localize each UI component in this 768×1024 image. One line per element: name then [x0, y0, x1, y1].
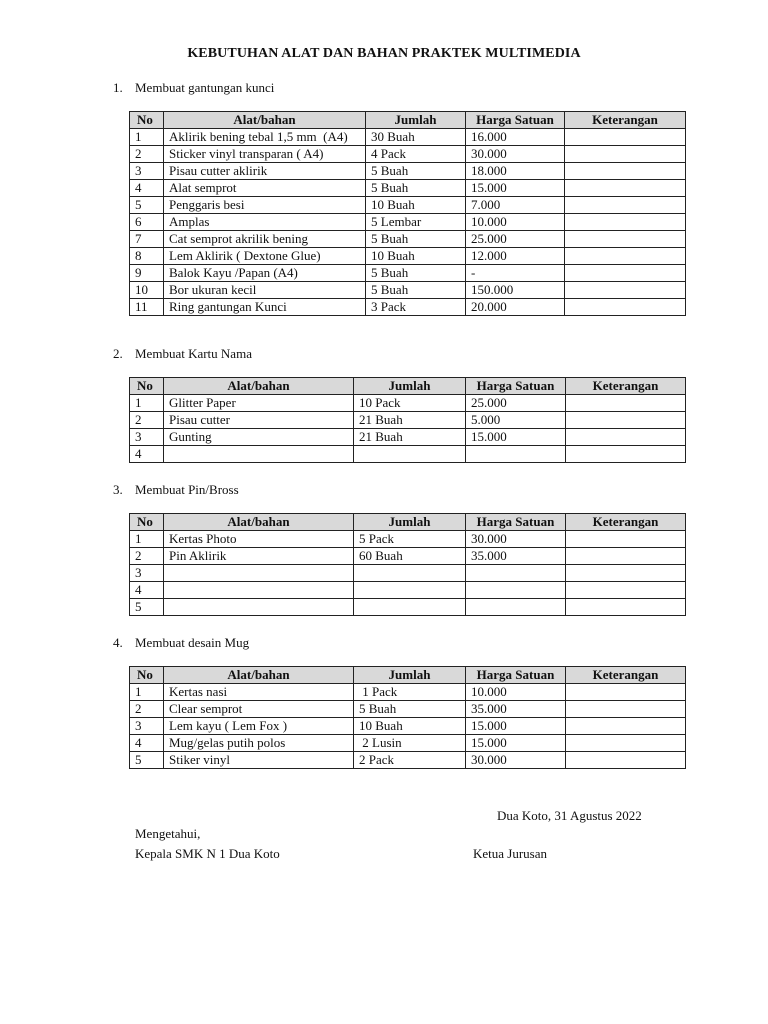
- table-row: [130, 395, 686, 412]
- cell-quantity: 5 Pack: [354, 531, 466, 548]
- header-remarks: Keterangan: [565, 112, 686, 129]
- cell-no: 7: [130, 231, 164, 248]
- header-remarks: Keterangan: [566, 378, 686, 395]
- table-row: [130, 299, 686, 316]
- cell-quantity: [354, 582, 466, 599]
- cell-unit-price: 5.000: [466, 412, 566, 429]
- cell-item: Kertas Photo: [164, 531, 354, 548]
- cell-unit-price: 12.000: [466, 248, 565, 265]
- cell-unit-price: 18.000: [466, 163, 565, 180]
- cell-item: Aklirik bening tebal 1,5 mm (A4): [164, 129, 366, 146]
- cell-remarks: [566, 548, 686, 565]
- table-row: [130, 582, 686, 599]
- table-row: [130, 565, 686, 582]
- header-quantity: Jumlah: [354, 378, 466, 395]
- table-row: [130, 197, 686, 214]
- place-date: Dua Koto, 31 Agustus 2022: [497, 808, 642, 823]
- cell-remarks: [565, 146, 686, 163]
- table-header-row: [130, 378, 686, 395]
- cell-unit-price: 10.000: [466, 684, 566, 701]
- cell-unit-price: 35.000: [466, 701, 566, 718]
- section-number: 2.: [113, 346, 123, 361]
- cell-remarks: [565, 282, 686, 299]
- cell-remarks: [566, 752, 686, 769]
- table-row: [130, 735, 686, 752]
- header-quantity: Jumlah: [354, 514, 466, 531]
- cell-no: 10: [130, 282, 164, 299]
- cell-no: 5: [130, 599, 164, 616]
- cell-unit-price: [466, 599, 566, 616]
- table-row: [130, 718, 686, 735]
- cell-unit-price: 150.000: [466, 282, 565, 299]
- table-row: [130, 214, 686, 231]
- header-no: No: [130, 667, 164, 684]
- cell-no: 4: [130, 735, 164, 752]
- cell-unit-price: 20.000: [466, 299, 565, 316]
- section-heading: [113, 80, 274, 96]
- cell-item: Pisau cutter: [164, 412, 354, 429]
- cell-unit-price: 10.000: [466, 214, 565, 231]
- cell-no: 3: [130, 163, 164, 180]
- cell-unit-price: -: [466, 265, 565, 282]
- cell-item: Cat semprot akrilik bening: [164, 231, 366, 248]
- cell-remarks: [565, 129, 686, 146]
- cell-remarks: [565, 265, 686, 282]
- table-row: [130, 146, 686, 163]
- table-row: [130, 163, 686, 180]
- cell-unit-price: 15.000: [466, 718, 566, 735]
- cell-unit-price: 30.000: [466, 531, 566, 548]
- cell-remarks: [566, 599, 686, 616]
- cell-quantity: 5 Buah: [366, 282, 466, 299]
- cell-no: 5: [130, 197, 164, 214]
- header-no: No: [130, 378, 164, 395]
- cell-unit-price: 25.000: [466, 231, 565, 248]
- cell-unit-price: [466, 446, 566, 463]
- items-table: [129, 513, 686, 616]
- section-title: Membuat Pin/Bross: [135, 482, 239, 497]
- cell-remarks: [566, 531, 686, 548]
- items-table: [129, 666, 686, 769]
- section-number: 1.: [113, 80, 123, 95]
- cell-remarks: [566, 446, 686, 463]
- header-no: No: [130, 112, 164, 129]
- cell-no: 1: [130, 684, 164, 701]
- table-row: [130, 412, 686, 429]
- header-item: Alat/bahan: [164, 514, 354, 531]
- cell-unit-price: 35.000: [466, 548, 566, 565]
- header-remarks: Keterangan: [566, 514, 686, 531]
- cell-item: Sticker vinyl transparan ( A4): [164, 146, 366, 163]
- cell-unit-price: 25.000: [466, 395, 566, 412]
- cell-remarks: [565, 299, 686, 316]
- cell-no: 2: [130, 548, 164, 565]
- table-row: [130, 701, 686, 718]
- table-header-row: [130, 667, 686, 684]
- cell-no: 3: [130, 718, 164, 735]
- cell-no: 11: [130, 299, 164, 316]
- cell-quantity: 60 Buah: [354, 548, 466, 565]
- header-unit-price: Harga Satuan: [466, 378, 566, 395]
- cell-item: [164, 582, 354, 599]
- cell-item: [164, 599, 354, 616]
- cell-unit-price: 7.000: [466, 197, 565, 214]
- cell-item: Bor ukuran kecil: [164, 282, 366, 299]
- table-header-row: [130, 514, 686, 531]
- principal-title: Kepala SMK N 1 Dua Koto: [135, 846, 280, 861]
- cell-quantity: [354, 599, 466, 616]
- cell-item: Balok Kayu /Papan (A4): [164, 265, 366, 282]
- cell-quantity: 2 Pack: [354, 752, 466, 769]
- cell-unit-price: 15.000: [466, 180, 565, 197]
- table-row: [130, 446, 686, 463]
- cell-remarks: [566, 718, 686, 735]
- table-header-row: [130, 112, 686, 129]
- cell-no: 2: [130, 701, 164, 718]
- cell-remarks: [565, 180, 686, 197]
- cell-quantity: 10 Buah: [366, 197, 466, 214]
- cell-item: Mug/gelas putih polos: [164, 735, 354, 752]
- table-row: [130, 599, 686, 616]
- cell-item: Penggaris besi: [164, 197, 366, 214]
- cell-quantity: 21 Buah: [354, 429, 466, 446]
- cell-quantity: 10 Pack: [354, 395, 466, 412]
- cell-quantity: 5 Lembar: [366, 214, 466, 231]
- cell-unit-price: 16.000: [466, 129, 565, 146]
- cell-remarks: [565, 231, 686, 248]
- cell-remarks: [565, 248, 686, 265]
- header-quantity: Jumlah: [354, 667, 466, 684]
- section-heading: [113, 482, 239, 498]
- table-row: [130, 548, 686, 565]
- table-row: [130, 265, 686, 282]
- table-row: [130, 752, 686, 769]
- header-unit-price: Harga Satuan: [466, 514, 566, 531]
- cell-unit-price: 15.000: [466, 735, 566, 752]
- cell-no: 4: [130, 582, 164, 599]
- cell-remarks: [566, 701, 686, 718]
- cell-quantity: 5 Buah: [366, 231, 466, 248]
- cell-remarks: [566, 395, 686, 412]
- section-number: 4.: [113, 635, 123, 650]
- cell-quantity: [354, 565, 466, 582]
- section-heading: [113, 635, 249, 651]
- section-title: Membuat gantungan kunci: [135, 80, 275, 95]
- cell-quantity: 5 Buah: [366, 163, 466, 180]
- cell-remarks: [566, 565, 686, 582]
- cell-remarks: [565, 214, 686, 231]
- cell-no: 3: [130, 429, 164, 446]
- cell-quantity: 10 Buah: [354, 718, 466, 735]
- cell-quantity: 5 Buah: [366, 265, 466, 282]
- cell-quantity: 21 Buah: [354, 412, 466, 429]
- cell-item: Lem kayu ( Lem Fox ): [164, 718, 354, 735]
- cell-unit-price: [466, 582, 566, 599]
- cell-item: Clear semprot: [164, 701, 354, 718]
- cell-item: Pisau cutter aklirik: [164, 163, 366, 180]
- header-item: Alat/bahan: [164, 112, 366, 129]
- table-row: [130, 231, 686, 248]
- cell-remarks: [566, 582, 686, 599]
- cell-quantity: 30 Buah: [366, 129, 466, 146]
- cell-item: Glitter Paper: [164, 395, 354, 412]
- cell-item: Ring gantungan Kunci: [164, 299, 366, 316]
- cell-item: Stiker vinyl: [164, 752, 354, 769]
- cell-quantity: 5 Buah: [354, 701, 466, 718]
- cell-quantity: [354, 446, 466, 463]
- cell-item: Gunting: [164, 429, 354, 446]
- cell-no: 1: [130, 531, 164, 548]
- cell-quantity: 4 Pack: [366, 146, 466, 163]
- cell-no: 4: [130, 180, 164, 197]
- cell-remarks: [566, 412, 686, 429]
- table-row: [130, 248, 686, 265]
- items-table: [129, 377, 686, 463]
- header-item: Alat/bahan: [164, 378, 354, 395]
- cell-item: Alat semprot: [164, 180, 366, 197]
- header-quantity: Jumlah: [366, 112, 466, 129]
- cell-unit-price: 30.000: [466, 752, 566, 769]
- cell-item: Lem Aklirik ( Dextone Glue): [164, 248, 366, 265]
- cell-quantity: 1 Pack: [354, 684, 466, 701]
- table-row: [130, 684, 686, 701]
- header-item: Alat/bahan: [164, 667, 354, 684]
- section-heading: [113, 346, 252, 362]
- cell-no: 2: [130, 146, 164, 163]
- cell-item: Kertas nasi: [164, 684, 354, 701]
- table-row: [130, 180, 686, 197]
- cell-remarks: [566, 429, 686, 446]
- cell-remarks: [565, 197, 686, 214]
- section-title: Membuat desain Mug: [135, 635, 250, 650]
- document-title: KEBUTUHAN ALAT DAN BAHAN PRAKTEK MULTIMEDIA: [187, 46, 581, 61]
- cell-remarks: [566, 684, 686, 701]
- header-unit-price: Harga Satuan: [466, 667, 566, 684]
- header-unit-price: Harga Satuan: [466, 112, 565, 129]
- cell-quantity: 2 Lusin: [354, 735, 466, 752]
- acknowledged-label: Mengetahui,: [135, 826, 201, 841]
- section-title: Membuat Kartu Nama: [135, 346, 252, 361]
- cell-remarks: [566, 735, 686, 752]
- cell-no: 4: [130, 446, 164, 463]
- cell-unit-price: [466, 565, 566, 582]
- items-table: [129, 111, 686, 316]
- table-row: [130, 429, 686, 446]
- department-head-title: Ketua Jurusan: [473, 846, 548, 861]
- cell-no: 8: [130, 248, 164, 265]
- cell-no: 6: [130, 214, 164, 231]
- cell-no: 3: [130, 565, 164, 582]
- table-row: [130, 531, 686, 548]
- cell-no: 9: [130, 265, 164, 282]
- cell-remarks: [565, 163, 686, 180]
- cell-no: 1: [130, 129, 164, 146]
- cell-unit-price: 30.000: [466, 146, 565, 163]
- header-remarks: Keterangan: [566, 667, 686, 684]
- cell-no: 2: [130, 412, 164, 429]
- cell-quantity: 3 Pack: [366, 299, 466, 316]
- cell-item: Amplas: [164, 214, 366, 231]
- cell-item: [164, 565, 354, 582]
- table-row: [130, 129, 686, 146]
- cell-no: 5: [130, 752, 164, 769]
- cell-quantity: 5 Buah: [366, 180, 466, 197]
- section-number: 3.: [113, 482, 123, 497]
- cell-no: 1: [130, 395, 164, 412]
- cell-item: [164, 446, 354, 463]
- header-no: No: [130, 514, 164, 531]
- table-row: [130, 282, 686, 299]
- cell-unit-price: 15.000: [466, 429, 566, 446]
- cell-item: Pin Aklirik: [164, 548, 354, 565]
- cell-quantity: 10 Buah: [366, 248, 466, 265]
